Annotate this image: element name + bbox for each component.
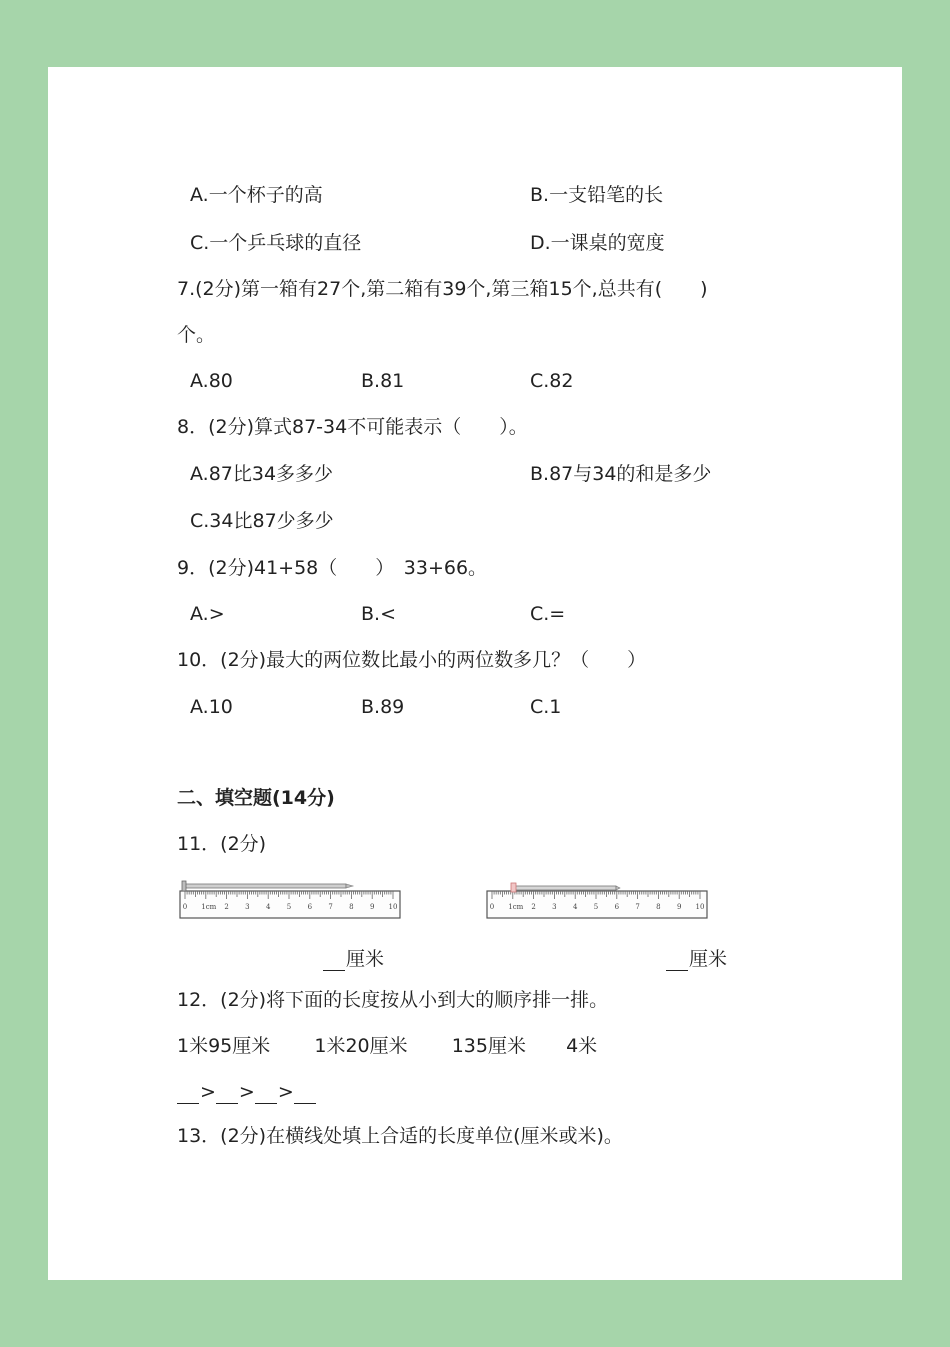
ruler-label: 9 [369,903,375,911]
q12-items [177,1034,597,1058]
q11-answer-left [323,944,384,971]
length-item: 1米20厘米 [314,1035,408,1057]
ruler-label: 6 [307,903,313,911]
answer-blank[interactable] [177,1083,199,1104]
ruler-label: 4 [265,903,271,911]
ruler-label: 3 [245,903,250,911]
ruler-figure-right [485,879,710,923]
q9-option-c: C.= [530,603,566,625]
ruler-figure-left [178,875,403,923]
exam-page [48,67,902,1280]
q10-stem: 10．(2分)最大的两位数比最小的两位数多几？（ ） [177,649,647,671]
q10-option-b: B.89 [361,696,405,718]
q13-stem: 13．(2分)在横线处填上合适的长度单位(厘米或米)。 [177,1125,623,1147]
q11-stem: 11．(2分) [177,833,267,855]
ruler-label: 5 [286,903,292,911]
length-item: 4米 [566,1035,598,1057]
q6-option-c: C.一个乒乓球的直径 [190,232,362,254]
q12-order-blanks [177,1080,317,1104]
length-item: 135厘米 [451,1035,526,1057]
ruler-label: 10 [388,903,398,911]
ruler-label: 2 [531,903,536,911]
q10-option-a: A.10 [190,696,233,718]
greater-sign: > [277,1081,294,1103]
length-item: 1米95厘米 [177,1035,271,1057]
section-title: 二、填空题(14分) [177,787,335,809]
greater-sign: > [200,1081,216,1103]
answer-blank[interactable] [216,1083,238,1104]
q6-option-b: B.一支铅笔的长 [530,184,664,206]
answer-blank[interactable] [666,950,688,971]
ruler-label: 3 [552,903,557,911]
ruler-label: 0 [489,903,495,911]
ruler-label: 2 [224,903,229,911]
q8-option-a: A.87比34多多少 [190,463,334,485]
ruler-label: 1cm [508,903,524,911]
ruler-label: 0 [182,903,188,911]
ruler-label: 10 [695,903,705,911]
answer-blank[interactable] [323,950,345,971]
answer-blank[interactable] [255,1083,277,1104]
ruler-label: 4 [572,903,578,911]
q9-option-a: A.> [190,603,225,625]
q7-option-c: C.82 [530,370,574,392]
q11-answer-right [666,944,727,971]
q8-option-c: C.34比87少多少 [190,510,334,532]
q10-option-c: C.1 [530,696,562,718]
ruler-label: 5 [593,903,599,911]
unit-label: 厘米 [689,948,728,970]
ruler-label: 8 [349,903,354,911]
q7-option-a: A.80 [190,370,233,392]
q9-option-b: B.< [361,603,396,625]
ruler-label: 1cm [201,903,217,911]
q6-option-a: A.一个杯子的高 [190,184,323,206]
q7-stem: 7.(2分)第一箱有27个,第二箱有39个,第三箱15个,总共有( ) [177,278,708,300]
q8-option-b: B.87与34的和是多少 [530,463,712,485]
q6-option-d: D.一课桌的宽度 [530,232,665,254]
q12-stem: 12．(2分)将下面的长度按从小到大的顺序排一排。 [177,989,609,1011]
q9-stem: 9．(2分)41+58（ ） 33+66。 [177,557,488,579]
ruler-label: 9 [676,903,682,911]
greater-sign: > [238,1081,255,1103]
q7-stem-cont: 个。 [177,324,216,346]
q8-stem: 8．(2分)算式87-34不可能表示（ ）。 [177,416,528,438]
ruler-with-nail-right [485,879,710,923]
ruler-label: 7 [328,903,333,911]
ruler-label: 7 [635,903,640,911]
q7-option-b: B.81 [361,370,405,392]
ruler-label: 8 [656,903,661,911]
unit-label: 厘米 [346,948,385,970]
ruler-label: 6 [614,903,620,911]
answer-blank[interactable] [294,1083,316,1104]
ruler-with-nail-left [178,875,403,923]
